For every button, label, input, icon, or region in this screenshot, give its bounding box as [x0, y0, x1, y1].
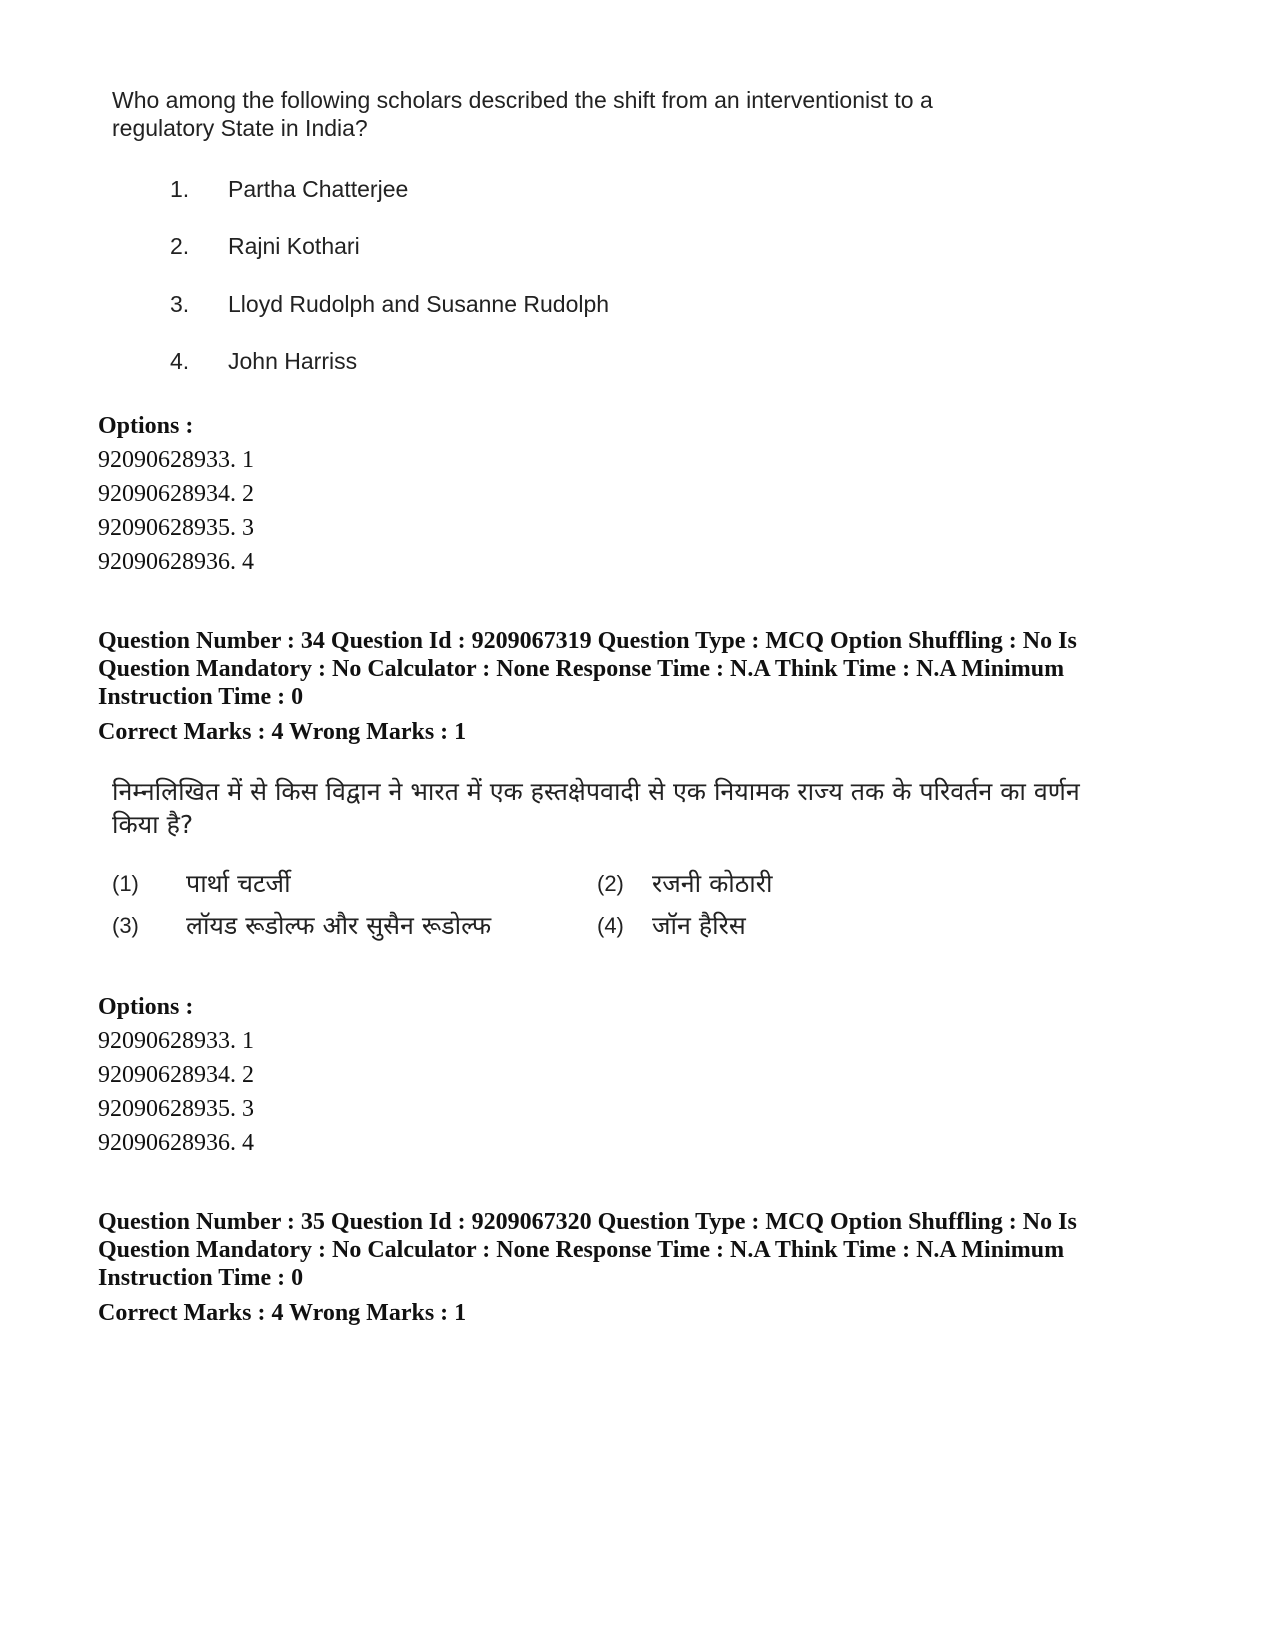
- choice-number-2: 2.: [170, 233, 190, 259]
- option-item: 92090628933. 1: [98, 1028, 254, 1054]
- choice-number-3: 3.: [170, 291, 190, 317]
- question-text-hindi: निम्नलिखित में से किस विद्वान ने भारत में एक हस्तक्षेपवादी से एक नियामक राज्य तक के परिवर्तन का वर्णन किया है?: [112, 777, 1080, 839]
- question-marks: Correct Marks : 4 Wrong Marks : 1: [98, 1300, 467, 1326]
- option-item: 92090628934. 2: [98, 1062, 254, 1088]
- choice-text-1: Partha Chatterjee: [228, 176, 409, 202]
- option-item: 92090628936. 4: [98, 1130, 254, 1156]
- hindi-choice-text-3: लॉयड रूडोल्फ और सुसैन रूडोल्फ: [186, 911, 492, 940]
- hindi-choice-text-1: पार्था चटर्जी: [186, 869, 291, 898]
- option-item: 92090628936. 4: [98, 549, 254, 575]
- hindi-choice-number-2: (2): [597, 871, 624, 896]
- options-heading: Options :: [98, 994, 194, 1020]
- choice-number-4: 4.: [170, 348, 190, 374]
- option-item: 92090628935. 3: [98, 515, 254, 541]
- hindi-choice-text-2: रजनी कोठारी: [652, 869, 773, 898]
- hindi-choice-text-4: जॉन हैरिस: [652, 911, 746, 940]
- option-item: 92090628935. 3: [98, 1096, 254, 1122]
- question-marks: Correct Marks : 4 Wrong Marks : 1: [98, 719, 467, 745]
- choice-number-1: 1.: [170, 176, 190, 202]
- hindi-choice-number-4: (4): [597, 913, 624, 938]
- option-item: 92090628933. 1: [98, 447, 254, 473]
- option-item: 92090628934. 2: [98, 481, 254, 507]
- question-text-english: Who among the following scholars described the shift from an interventionist to a regulatory State in India?: [112, 87, 933, 141]
- options-heading: Options :: [98, 413, 194, 439]
- choice-text-4: John Harriss: [228, 348, 358, 374]
- choice-text-2: Rajni Kothari: [228, 233, 360, 259]
- choice-text-3: Lloyd Rudolph and Susanne Rudolph: [228, 291, 610, 317]
- hindi-choice-number-1: (1): [112, 871, 139, 896]
- question-meta: Question Number : 35 Question Id : 9209067320 Question Type : MCQ Option Shuffling : No Is Question Mandatory : No Calculator : None Response Time : N.A Think Time : N.A Minimum Instruction Time : 0: [98, 1209, 1077, 1291]
- question-meta: Question Number : 34 Question Id : 9209067319 Question Type : MCQ Option Shuffling : No Is Question Mandatory : No Calculator : None Response Time : N.A Think Time : N.A Minimum Instruction Time : 0: [98, 628, 1077, 710]
- hindi-choice-number-3: (3): [112, 913, 139, 938]
